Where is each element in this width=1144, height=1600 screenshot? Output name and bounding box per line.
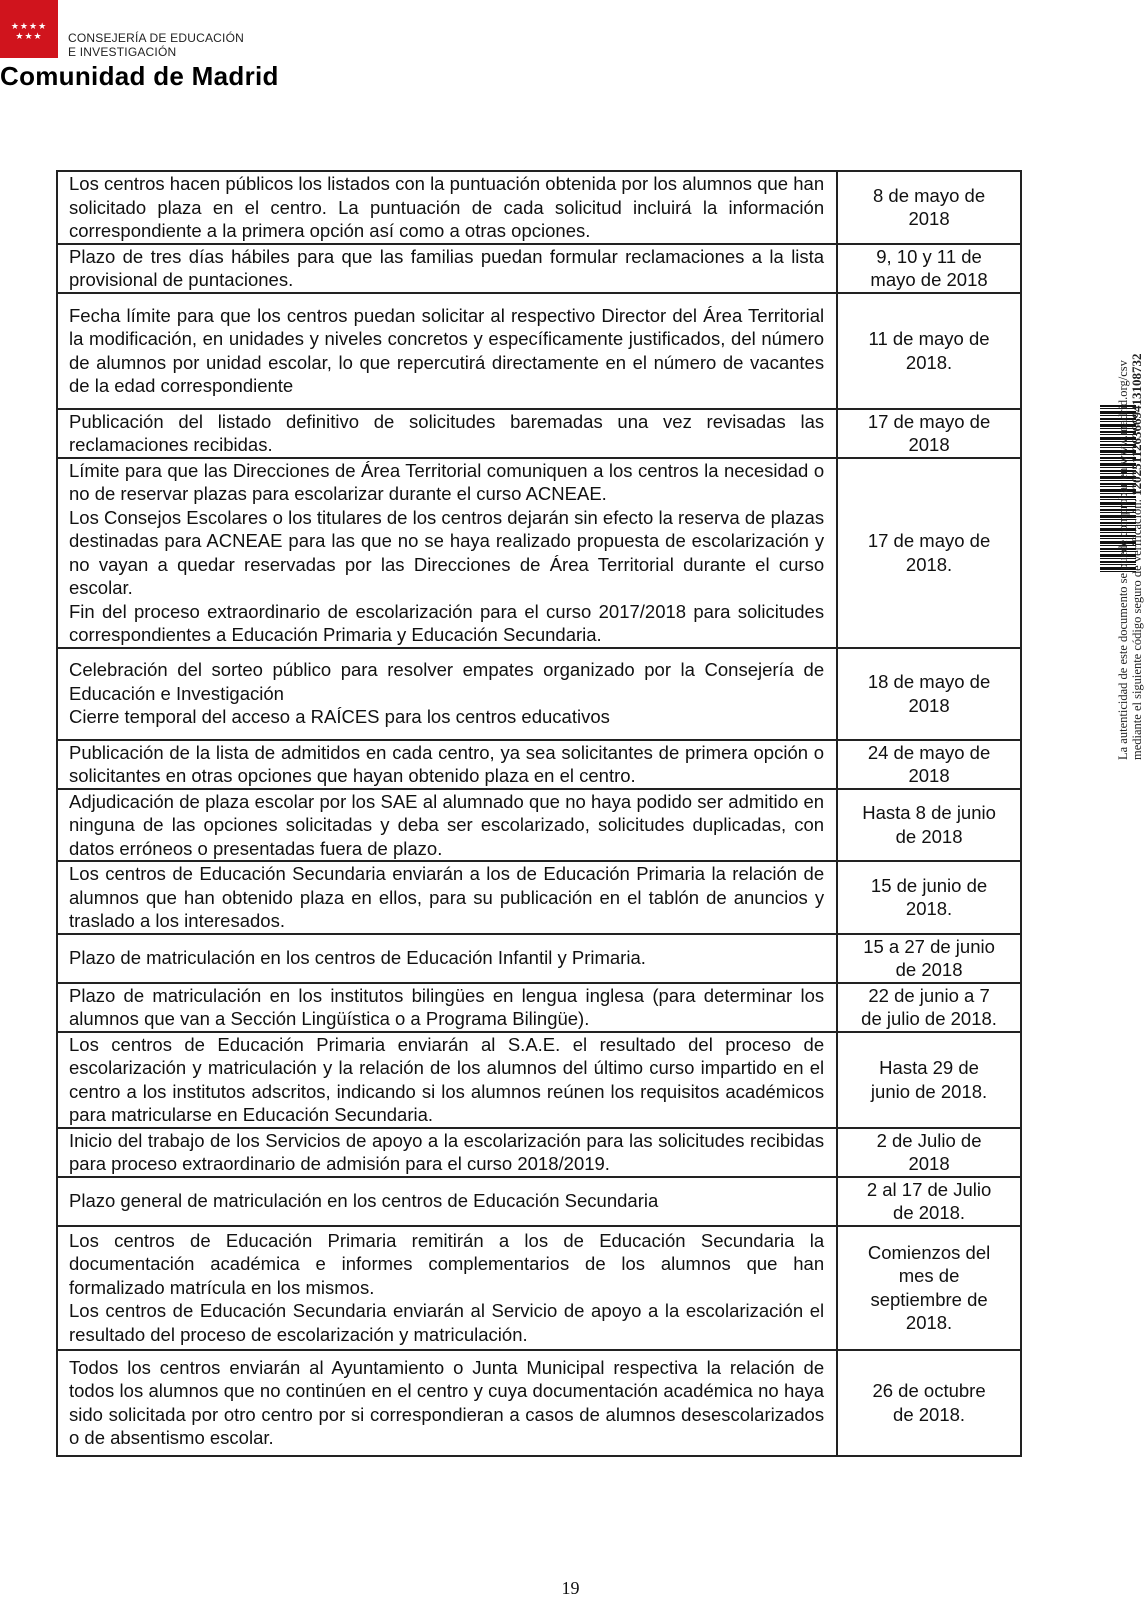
table-row bbox=[57, 740, 1021, 789]
department-line-2: E INVESTIGACIÓN bbox=[68, 45, 177, 59]
verification-prefix: mediante el siguiente código seguro de verificación: bbox=[1130, 498, 1144, 760]
date-line: 2 de Julio de bbox=[876, 1129, 982, 1151]
task-text: Publicación de la lista de admitidos en cada centro, ya sea solicitantes de primera opción o solicitantes en otras opciones que hayan obtenido plaza en el centro. bbox=[69, 741, 825, 786]
task-cell bbox=[57, 861, 837, 934]
organization-name: Comunidad de Madrid bbox=[0, 61, 279, 91]
date-cell bbox=[837, 1226, 1021, 1350]
task-cell bbox=[57, 409, 837, 458]
date-line: 22 de junio a 7 bbox=[868, 984, 990, 1006]
table-row bbox=[57, 1177, 1021, 1226]
task-text: Plazo general de matriculación en los centros de Educación Secundaria bbox=[69, 1190, 659, 1212]
table-row bbox=[57, 1350, 1021, 1456]
date-cell bbox=[837, 1350, 1021, 1456]
date-line: 2018 bbox=[908, 434, 950, 455]
date-line: Comienzos del bbox=[867, 1241, 991, 1263]
date-line: 15 de junio de bbox=[870, 874, 988, 896]
date-line: de 2018 bbox=[895, 825, 963, 847]
task-cell bbox=[57, 740, 837, 789]
date-line: 2018. bbox=[905, 1312, 953, 1333]
date-line: Hasta 8 de junio bbox=[862, 802, 996, 824]
task-cell bbox=[57, 458, 837, 648]
task-cell bbox=[57, 1350, 837, 1456]
verification-line-2 bbox=[1130, 354, 1144, 760]
table-row bbox=[57, 244, 1021, 293]
date-line: 2018 bbox=[908, 1153, 950, 1174]
date-line: de 2018. bbox=[893, 1202, 966, 1223]
task-text: Todos los centros enviarán al Ayuntamiento o Junta Municipal respectiva la relación de todos los alumnos que no continúen en el centro y cuya documentación académica no haya sido solicitada por otro centro por si correspondieran a casos de alumnos desescolarizados o de absentismo escolar. bbox=[69, 1356, 825, 1448]
date-cell bbox=[837, 293, 1021, 409]
date-line: 24 de mayo de bbox=[867, 741, 991, 763]
task-text: Los centros de Educación Primaria enviarán al S.A.E. el resultado del proceso de escolarización y matriculación y la relación de los alumnos del último curso impartido en el centro a los institutos adscritos, indicando si los alumnos reúnen los requisitos académicos para matricularse en Educación Secundaria. bbox=[69, 1033, 825, 1125]
date-line: 11 de mayo de bbox=[868, 328, 990, 349]
date-cell bbox=[837, 740, 1021, 789]
task-text: Los centros hacen públicos los listados con la puntuación obtenida por los alumnos que han solicitado plaza en el centro. La puntuación de cada solicitud incluirá la información correspondiente a la primera opción así como a otras opciones. bbox=[69, 173, 825, 241]
verification-code: 1202511263669413108732 bbox=[1129, 353, 1144, 496]
date-line: 9, 10 y 11 de bbox=[876, 245, 982, 267]
date-line: 17 de mayo de bbox=[867, 410, 991, 432]
date-line: 17 de mayo de bbox=[867, 530, 991, 551]
task-text: Inicio del trabajo de los Servicios de apoyo a la escolarización para las solicitudes recibidas para proceso extraordinario de admisión para el curso 2018/2019. bbox=[69, 1129, 825, 1174]
date-cell bbox=[837, 1032, 1021, 1128]
table-row bbox=[57, 983, 1021, 1032]
task-cell bbox=[57, 244, 837, 293]
table-row bbox=[57, 409, 1021, 458]
task-text: Fecha límite para que los centros puedan solicitar al respectivo Director del Área Territorial la modificación, en unidades y niveles concretos y específicamente justificados, del número de alumnos por unidad escolar, lo que repercutirá directamente en el número de vacantes de la edad correspondiente bbox=[69, 304, 825, 396]
date-line: 8 de mayo de bbox=[873, 184, 986, 206]
table-row bbox=[57, 648, 1021, 740]
date-cell bbox=[837, 983, 1021, 1032]
date-line: 2018. bbox=[905, 553, 953, 575]
task-cell bbox=[57, 1177, 837, 1226]
task-cell bbox=[57, 293, 837, 409]
date-cell bbox=[837, 1128, 1021, 1177]
date-cell bbox=[837, 934, 1021, 983]
task-text: Límite para que las Direcciones de Área Territorial comuniquen a los centros la necesidad o no de reservar plazas para escolarizar durante el curso ACNEAE. bbox=[69, 459, 825, 504]
verification-line-1: La autenticidad de este documento se puede comprobar en www.madrid.org/csv bbox=[1116, 360, 1130, 760]
table-row bbox=[57, 293, 1021, 409]
task-cell bbox=[57, 934, 837, 983]
table-row bbox=[57, 789, 1021, 862]
task-text: Los centros de Educación Secundaria enviarán a los de Educación Primaria la relación de alumnos que han obtenido plaza en ellos, para su publicación en el tablón de anuncios y traslado a los interesados. bbox=[69, 863, 825, 931]
task-cell bbox=[57, 1032, 837, 1128]
date-line: 2018 bbox=[908, 208, 950, 230]
date-cell bbox=[837, 1177, 1021, 1226]
task-text: Cierre temporal del acceso a RAÍCES para los centros educativos bbox=[69, 706, 610, 728]
date-cell bbox=[837, 244, 1021, 293]
date-cell bbox=[837, 171, 1021, 244]
table-row bbox=[57, 861, 1021, 934]
task-text: Plazo de tres días hábiles para que las familias puedan formular reclamaciones a la lista provisional de puntaciones. bbox=[69, 245, 825, 290]
date-line: 2018 bbox=[908, 694, 950, 716]
task-text: Publicación del listado definitivo de solicitudes baremadas una vez revisadas las reclamaciones recibidas. bbox=[69, 410, 825, 455]
task-text: Celebración del sorteo público para resolver empates organizado por la Consejería de Educación e Investigación bbox=[69, 659, 825, 704]
task-text: Los Consejos Escolares o los titulares de los centros dejarán sin efecto la reserva de plazas destinadas para ACNEAE para las que no se haya realizado propuesta de escolarización y no vayan a quedar reservadas por las Direcciones de Área Territorial durante el curso escolar. bbox=[69, 506, 825, 598]
date-line: de julio de 2018. bbox=[861, 1008, 997, 1029]
table-row bbox=[57, 1226, 1021, 1350]
task-text: Plazo de matriculación en los institutos bilingües en lengua inglesa (para determinar los alumnos que van a Sección Lingüística o a Programa Bilingüe). bbox=[69, 984, 825, 1029]
date-line: septiembre de bbox=[870, 1288, 988, 1310]
date-cell bbox=[837, 409, 1021, 458]
task-cell bbox=[57, 789, 837, 862]
task-text: Los centros de Educación Primaria remitirán a los de Educación Secundaria la documentación académica e informes complementarios de los alumnos que han formalizado matrícula en los mismos. bbox=[69, 1229, 825, 1298]
date-cell bbox=[837, 458, 1021, 648]
date-line: junio de 2018. bbox=[870, 1080, 988, 1102]
date-line: de 2018 bbox=[895, 959, 963, 980]
madrid-flag-logo bbox=[0, 0, 58, 58]
date-line: 2018. bbox=[905, 351, 953, 373]
date-line: 15 a 27 de junio bbox=[863, 935, 995, 957]
schedule-table bbox=[56, 170, 1022, 1457]
task-cell bbox=[57, 648, 837, 740]
table-row bbox=[57, 171, 1021, 244]
date-cell bbox=[837, 789, 1021, 862]
date-cell bbox=[837, 861, 1021, 934]
task-text: Adjudicación de plaza escolar por los SAE al alumnado que no haya podido ser admitido en ninguna de las opciones solicitadas y deba ser escolarizado, solicitudes duplicadas, con datos erróneos o presentadas fuera de plazo. bbox=[69, 790, 825, 859]
date-line: 26 de octubre bbox=[872, 1380, 986, 1401]
task-cell bbox=[57, 1226, 837, 1350]
date-line: 2018. bbox=[905, 898, 953, 920]
department-line-1: CONSEJERÍA DE EDUCACIÓN bbox=[68, 31, 244, 45]
table-row bbox=[57, 1032, 1021, 1128]
date-line: 18 de mayo de bbox=[867, 671, 991, 692]
date-cell bbox=[837, 648, 1021, 740]
table-row bbox=[57, 1128, 1021, 1177]
task-text: Fin del proceso extraordinario de escolarización para el curso 2017/2018 para solicitudes correspondientes a Educación Primaria y Educación Secundaria. bbox=[69, 600, 825, 645]
task-cell bbox=[57, 1128, 837, 1177]
date-line: Hasta 29 de bbox=[879, 1057, 979, 1078]
stars-icon: ★★★★ ★★★ bbox=[10, 22, 48, 42]
table-row bbox=[57, 934, 1021, 983]
date-line: 2 al 17 de Julio bbox=[866, 1178, 992, 1200]
table-row bbox=[57, 458, 1021, 648]
task-text: Plazo de matriculación en los centros de Educación Infantil y Primaria. bbox=[69, 947, 646, 969]
date-line: mayo de 2018 bbox=[870, 269, 988, 290]
page-number: 19 bbox=[561, 1578, 580, 1598]
task-cell bbox=[57, 983, 837, 1032]
task-text: Los centros de Educación Secundaria enviarán al Servicio de apoyo a la escolarización el resultado del proceso de escolarización y matriculación. bbox=[69, 1300, 825, 1345]
date-line: mes de bbox=[898, 1265, 960, 1286]
date-line: 2018 bbox=[908, 765, 950, 786]
date-line: de 2018. bbox=[893, 1403, 966, 1425]
task-cell bbox=[57, 171, 837, 244]
